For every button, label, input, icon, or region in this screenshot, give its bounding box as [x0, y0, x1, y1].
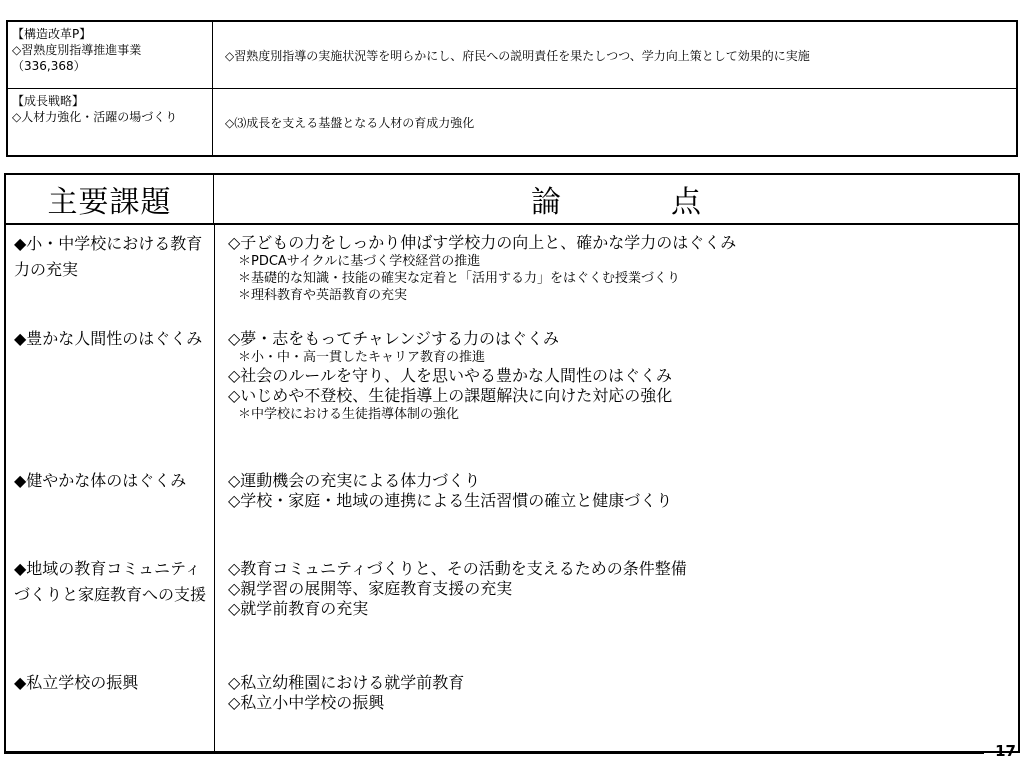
- footer-rule: [4, 752, 984, 754]
- issue-private-schools: ◆私立学校の振興: [14, 673, 139, 692]
- header-discussion-points: [214, 175, 1018, 223]
- issue-school-education: ◆小・中学校における教育力の充実: [14, 234, 203, 279]
- point-item: ◇夢・志をもってチャレンジする力のはぐくみ: [228, 329, 560, 348]
- growth-category: 【成長戦略】: [12, 94, 85, 108]
- growth-strategy-row: [8, 89, 1016, 155]
- point-subitem: ＊PDCAサイクルに基づく学校経営の推進: [238, 254, 481, 269]
- point-item: ◇私立小中学校の振興: [228, 693, 385, 712]
- reform-row-label: [8, 22, 213, 88]
- growth-strategy-description: ◇⑶成長を支える基盤となる人材の育成力強化: [225, 115, 475, 130]
- points-private-schools: [228, 673, 1010, 713]
- issue-rich-humanity: ◆豊かな人間性のはぐくみ: [14, 329, 203, 348]
- point-item: ◇いじめや不登校、生徒指導上の課題解決に向けた対応の強化: [228, 386, 673, 405]
- column-divider: [214, 223, 215, 751]
- growth-item: ◇人材力強化・活躍の場づくり: [12, 110, 178, 124]
- reform-strategy-table: [6, 20, 1018, 157]
- issues-table-header: [6, 175, 1018, 225]
- point-subitem: ＊基礎的な知識・技能の確実な定着と「活用する力」をはぐくむ授業づくり: [238, 271, 681, 286]
- point-item: ◇社会のルールを守り、人を思いやる豊かな人間性のはぐくみ: [228, 366, 672, 385]
- issue-community-family: ◆地域の教育コミュニティづくりと家庭教育への支援: [14, 559, 207, 604]
- point-item: ◇就学前教育の充実: [228, 599, 369, 618]
- header-main-issues: 主要課題: [6, 175, 214, 223]
- issue-healthy-body: ◆健やかな体のはぐくみ: [14, 471, 187, 490]
- point-item: ◇教育コミュニティづくりと、その活動を支えるための条件整備: [228, 559, 687, 578]
- points-community-family: [228, 559, 1010, 619]
- reform-category: 【構造改革P】: [12, 27, 92, 41]
- point-subitem: ＊中学校における生徒指導体制の強化: [238, 407, 460, 422]
- header-discussion-points-label: 論 点: [531, 185, 741, 220]
- growth-strategy-label: [8, 89, 213, 155]
- point-item: ◇学校・家庭・地域の連携による生活習慣の確立と健康づくり: [228, 491, 673, 510]
- point-item: ◇運動機会の充実による体力づくり: [228, 471, 481, 490]
- reform-row-description: ◇習熟度別指導の実施状況等を明らかにし、府民への説明責任を果たしつつ、学力向上策として効果的に実施: [225, 48, 810, 63]
- point-item: ◇私立幼稚園における就学前教育: [228, 673, 465, 692]
- points-healthy-body: [228, 471, 1010, 511]
- point-subitem: ＊小・中・高一貫したキャリア教育の推進: [238, 350, 486, 365]
- point-item: ◇子どもの力をしっかり伸ばす学校力の向上と、確かな学力のはぐくみ: [228, 233, 737, 252]
- page-number: 17: [995, 742, 1016, 760]
- issues-table: [4, 173, 1020, 753]
- points-rich-humanity: [228, 329, 1010, 423]
- reform-project: ◇習熟度別指導推進事業: [12, 43, 142, 57]
- issues-table-body: [6, 223, 1018, 751]
- point-subitem: ＊理科教育や英語教育の充実: [238, 288, 408, 303]
- point-item: ◇親学習の展開等、家庭教育支援の充実: [228, 579, 513, 598]
- reform-budget: （336,368）: [12, 59, 86, 73]
- reform-row: [8, 22, 1016, 89]
- points-school-education: [228, 233, 1010, 304]
